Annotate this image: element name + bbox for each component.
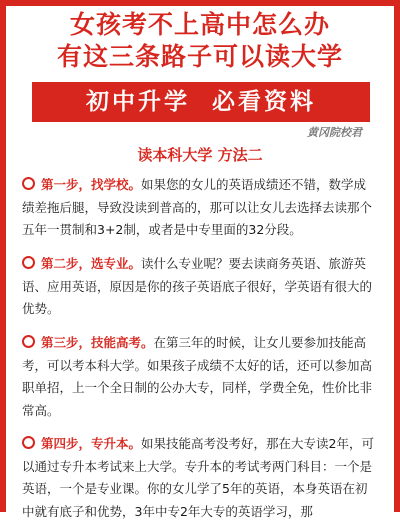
main-title-line-2: 有这三条路子可以读大学 (56, 42, 343, 71)
step-heading: 第四步，专升本。 (41, 436, 142, 451)
step-body: 如果技能高考没考好，那在大专读2年，可以通过专升本考试来上大学。专升本的考试考两门科目：一个是英语，一个是专业课。你的女儿学了5年的英语，本身英语在初中就有底子和优势，3年中专2年大专的英语学习，那 (22, 436, 374, 519)
step-body: 如果您的女儿的英语成绩还不错，数学成绩差拖后腿，导致没读到普高的，那可以让女儿去选择去读那个五年一贯制和3+2制，或者是中专里面的32分段。 (22, 177, 373, 237)
step-body: 在第三年的时候，让女儿要参加技能高考，可以考本科大学。如果孩子成绩不太好的话，还可以参加高职单招，上一个全日制的公办大专，同样，学费全免，性价比非常高。 (22, 335, 373, 418)
step-heading: 第三步，技能高考。 (41, 335, 154, 350)
circle-bullet-icon (22, 436, 35, 449)
section-title: 读本科大学 方法二 (137, 146, 263, 164)
step-paragraph (22, 174, 374, 242)
step-paragraph (22, 253, 374, 321)
circle-bullet-icon (22, 335, 35, 348)
step-heading: 第一步，找学校。 (41, 177, 142, 192)
step-heading: 第二步，选专业。 (41, 256, 142, 271)
circle-bullet-icon (22, 177, 35, 190)
banner: 初中升学 必看资料 (32, 82, 370, 122)
step-paragraph (22, 433, 374, 523)
step-paragraph (22, 332, 374, 422)
author-label: 黄冈院校君 (307, 126, 362, 139)
main-title-line-1: 女孩考不上高中怎么办 (69, 10, 330, 39)
step-body: 读什么专业呢？要去读商务英语、旅游英语、应用英语，原因是你的孩子英语底子很好，学英语有很大的优势。 (22, 256, 373, 316)
circle-bullet-icon (22, 256, 35, 269)
